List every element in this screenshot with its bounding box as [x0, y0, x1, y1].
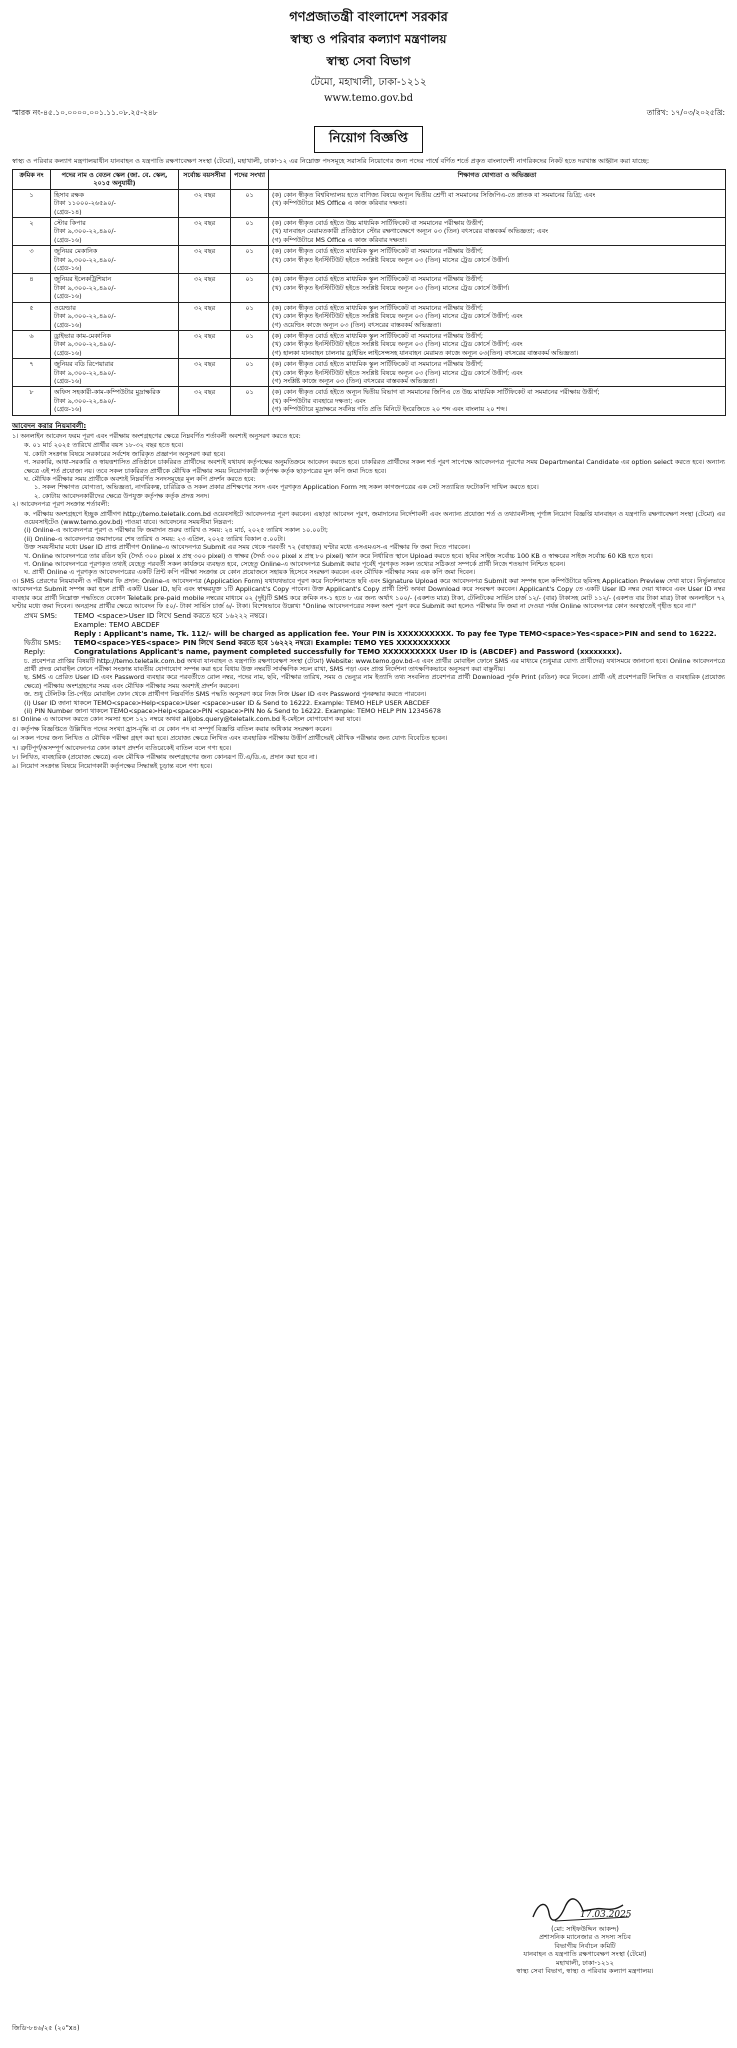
notice-title-box [0, 126, 737, 153]
qualification-line: (গ) ওয়েল্ডিং কাজে অন্যূন ০৩ (তিন) বৎসরের বাস্তবকর্ম অভিজ্ঞতা। [272, 320, 442, 329]
qualification-line: (ক) কোন স্বীকৃত বোর্ড হইতে মাধ্যমিক স্কুল সার্টিফিকেট বা সমমানের পরীক্ষায় উত্তীর্ণ; [272, 360, 484, 369]
rule-item: গ. সরকারি, আধা-সরকারি ও স্বায়ত্তশাসিত প্রতিষ্ঠানে চাকরিরত প্রার্থীদের অবশ্যই যথাযথ কর্তৃপক্ষের অনুমতিক্রমে আবেদন করতে হবে। চাকরিরত প্রার্থীদের সকল শর্ত পূরণ সাপেক্ষে আবেদনপত্র পূরণের সময় Departmental Candidate এর option select করতে হবে। অন্যান্য ক্ষেত্রে এই শর্ত প্রযোজ্য নয়। তবে সকল চাকরিরত প্রার্থীকে মৌখিক পরীক্ষার সময় নিয়োগকারী কর্তৃপক্ষ কর্তৃক ছাড়পত্রের মূল কপি জমা দিতে হবে। [24, 458, 725, 475]
qualification-line: (গ) সংশ্লিষ্ট কাজে অন্যূন ০৩ (তিন) বৎসরের বাস্তবকর্ম অভিজ্ঞতা। [272, 376, 438, 385]
rule-item: ঘ. মৌখিক পরীক্ষার সময় প্রার্থীকে অবশ্যই নিম্নবর্ণিত সনদসমূহের মূল কপি প্রদর্শন করতে হবে: [24, 475, 256, 483]
signature-date: 17.03.2025 [580, 1910, 632, 1920]
row-age [179, 302, 231, 330]
row-post [51, 246, 179, 274]
reference-line [12, 108, 725, 120]
col-serial: ক্রমিক নং [13, 170, 51, 190]
qualification-line: (খ) কোন স্বীকৃত ইনস্টিটিউট হইতে সংশ্লিষ্ট বিষয়ে অন্যূন ০৩ (তিন) মাসের ট্রেড কোর্সে উত্তীর্ণ। [272, 255, 510, 264]
row-post [51, 330, 179, 358]
post-name: জুনিয়র বডি রিপেয়ারার [54, 360, 114, 369]
pay-scale: টাকা ৯,৩০০-২২,৪৯০/- [54, 227, 116, 236]
intro-paragraph: স্বাস্থ্য ও পরিবার কল্যাণ মন্ত্রণালয়াধীন যানবাহন ও যন্ত্রপাতি রক্ষণাবেক্ষণ সংস্থা (টেমো), মহাখালী, ঢাকা-১২ এর নিম্নোক্ত পদসমূহে সরাসরি নিয়োগের জন্য পদের পার্শ্বে বর্ণিত শর্তে প্রকৃত বাংলাদেশী নাগরিকদের নিকট হতে দরখাস্ত আহ্বান করা যাচ্ছে: [12, 157, 650, 165]
row-count [231, 302, 269, 330]
sms-second [24, 639, 725, 648]
post-count: ০১ [245, 275, 254, 284]
row-age [179, 218, 231, 246]
row-post [51, 359, 179, 387]
qualification-line: (ক) কোন স্বীকৃত বোর্ড হইতে মাধ্যমিক স্কুল সার্টিফিকেট বা সমমানের পরীক্ষায় উত্তীর্ণ; [272, 303, 484, 312]
qualification-line: (গ) হালকা যানবাহন চালনার ড্রাইভিং লাইসেন্সসহ যানবাহন মেরামত কাজে অন্যূন ০৩(তিন) বৎসরের বাস্তবকর্ম অভিজ্ঞতা। [272, 348, 579, 357]
table-row [13, 274, 726, 302]
row-count [231, 246, 269, 274]
row-age [179, 359, 231, 387]
sms-first-line: TEMO <space>User ID লিখে Send করতে হবে ১৬২২২ নম্বরে। [74, 611, 268, 620]
row-age [179, 387, 231, 415]
row-qualification [269, 218, 726, 246]
pay-scale: টাকা ৯,৩০০-২২,৪৯০/- [54, 312, 116, 321]
rule-item: ৬। সকল পদের জন্য লিখিত ও মৌখিক পরীক্ষা গ্রহণ করা হবে। প্রযোজ্য ক্ষেত্রে লিখিত এবং ব্যবহারিক পরীক্ষায় উত্তীর্ণ প্রার্থীদেরই মৌখিক পরীক্ষার জন্য যোগ্য বিবেচিত হবেন। [12, 734, 448, 743]
rule-item: ৩। SMS প্রেরণের নিয়মাবলী ও পরীক্ষার ফি প্রদান: Online-এ আবেদনপত্র (Application Form) যথাযথভাবে পূরণ করে নির্দেশনামতে ছবি এবং Signature Upload করে আবেদনপত্র Submit করা সম্পন্ন হলে কম্পিউটারে ছবিসহ Application Preview দেখা যাবে। নির্ভুলভাবে আবেদনপত্র Submit সম্পন্ন করা হলে প্রার্থী একটি User ID, ছবি এবং স্বাক্ষরযুক্ত ১টি Applicant's Copy পাবেন। উক্ত Applicant's Copy প্রার্থী প্রিন্ট অথবা Download করে সংরক্ষণ করবেন। Applicant's Copy তে একটি User ID নম্বর দেয়া থাকবে এবং User ID নম্বর ব্যবহার করে প্রার্থী নিম্নোক্ত পদ্ধতিতে যেকোন Teletalk pre-paid mobile নম্বরের মাধ্যমে ০২ (দুই)টি SMS করে ক্রমিক নং-১ হতে ৮ এর জন্য অর্থাৎ ১০০/- (একশত মাত্র) টাকা, টেলিটকের সার্ভিস চার্জ ১২/- (বার) টাকাসহ মোট ১১২/- (একশত বার টাকা মাত্র) টাকা অনলাইনে ৭২ ঘণ্টার মধ্যে জমা দিবেন। অনগ্রসর প্রার্থীর ক্ষেত্রে আবেদন ফি ৫০/- টাকা সার্ভিস চার্জ ৬/- টাকা। বিশেষভাবে উল্লেখ্য "Online আবেদনপত্রের সকল অংশ পূরণ করে Submit করা হলেও পরীক্ষার ফি জমা না দেওয়া পর্যন্ত Online আবেদনপত্র কোন অবস্থাতেই গৃহীত হবে না।" [12, 576, 725, 611]
row-serial [13, 274, 51, 302]
rule-item: ৪। Online এ আবেদন করতে কোন সমস্যা হলে ১২১ নম্বরে অথবা alljobs.query@teletalk.com.bd ই-মেইলে যোগাযোগ করা যাবে। [12, 715, 361, 724]
sms-reply [24, 648, 725, 657]
qualification-line: (খ) কোন স্বীকৃত ইনস্টিটিউট হইতে সংশ্লিষ্ট বিষয়ে অন্যূন ০৩ (তিন) মাসের ট্রেড কোর্সে উত্তীর্ণ; এবং [272, 368, 523, 377]
age-limit: ৩২ বছর [193, 190, 216, 199]
row-count [231, 218, 269, 246]
post-name: হিসাব রক্ষক [54, 190, 85, 199]
row-qualification [269, 387, 726, 415]
qualification-line: (ক) কোন স্বীকৃত বোর্ড হইতে মাধ্যমিক স্কুল সার্টিফিকেট বা সমমানের পরীক্ষায় উত্তীর্ণ; [272, 247, 484, 256]
age-limit: ৩২ বছর [193, 331, 216, 340]
row-post [51, 189, 179, 217]
pay-grade: (গ্রেড-১৬) [54, 348, 82, 357]
memo-number: স্মারক নং-৪৫.১০.০০০০.০০১.১১.০৮.২৫-২৪৮ [12, 108, 158, 117]
serial-text: ৮ [29, 388, 34, 397]
table-row [13, 218, 726, 246]
rule-item: গ. Online আবেদনপত্রে পূরণকৃত তথ্যই যেহেতু পরবর্তী সকল কার্যক্রমে ব্যবহৃত হবে, সেহেতু Online-এ আবেদনপত্র Submit করার পূর্বেই পূরণকৃত সকল তথ্যের সঠিকতা সম্পর্কে প্রার্থী নিজে শতভাগ নিশ্চিত হবেন। [24, 560, 566, 569]
qualification-line: (খ) যানবাহন মেরামতকারী প্রতিষ্ঠানে স্টোর রক্ষণাবেক্ষণে অন্যূন ০৩ (তিন) বৎসরের বাস্তবকর্ম অভিজ্ঞতা; এবং [272, 227, 549, 236]
rule-item: ১। অনলাইন আবেদন ফরম পূরণ এবং পরীক্ষায় অংশগ্রহণের ক্ষেত্রে নিম্নবর্ণিত শর্তাবলী অবশ্যই অনুসরণ করতে হবে: [12, 431, 301, 440]
table-header-row [13, 170, 726, 190]
sms-second-label: দ্বিতীয় SMS: [24, 638, 62, 647]
post-name: ওয়েল্ডার [54, 303, 76, 312]
table-row [13, 189, 726, 217]
age-limit: ৩২ বছর [193, 388, 216, 397]
row-qualification [269, 302, 726, 330]
col-count: পদের সংখ্যা [231, 170, 269, 190]
row-serial [13, 387, 51, 415]
signatory-desig-4: মহাখালী, ঢাকা-১২১২ [556, 1958, 614, 1967]
ministry-name: স্বাস্থ্য ও পরিবার কল্যাণ মন্ত্রণালয় [290, 32, 447, 46]
row-age [179, 330, 231, 358]
age-limit: ৩২ বছর [193, 219, 216, 228]
website-link[interactable]: www.temo.gov.bd [324, 93, 413, 104]
sms-second-line: TEMO<space>YES<space> PIN লিখে Send করতে হবে ১৬২২২ নম্বরে। Example: TEMO YES XXXXXXXXXX [74, 638, 451, 647]
pay-grade: (গ্রেড-১৬) [54, 320, 82, 329]
qualification-line: (ক) কোন স্বীকৃত বোর্ড হইতে উচ্চ মাধ্যমিক সার্টিফিকেট বা সমমানের পরীক্ষায় উত্তীর্ণ; [272, 219, 484, 228]
row-post [51, 387, 179, 415]
sms-reply-label: Reply: [24, 647, 46, 656]
post-name: জুনিয়র ইলেকট্রিশিয়ান [54, 275, 112, 284]
row-count [231, 387, 269, 415]
signature-image [460, 1895, 710, 1925]
signatory-desig-1: প্রশাসনিক ম্যানেজার ও সদস্য সচিব [539, 1933, 631, 1942]
rule-item: চ. প্রবেশপত্র প্রাপ্তির বিষয়টি http://temo.teletalk.com.bd অথবা যানবাহন ও যন্ত্রপাতি রক্ষণাবেক্ষণ সংস্থা (টেমো) Website: www.temo.gov.bd-এ এবং প্রার্থীর মোবাইল ফোনে SMS এর মাধ্যমে (শুধুমাত্র যোগ্য প্রার্থীদের) যথাসময়ে জানানো হবে। Online আবেদনপত্রে প্রার্থী প্রদত্ত মোবাইল ফোনে পরীক্ষা সংক্রান্ত যাবতীয় যোগাযোগ সম্পন্ন করা হবে বিধায় উক্ত নম্বরটি সার্বক্ষণিক সচল রাখা, SMS পড়া এবং প্রাপ্ত নির্দেশনা তাৎক্ষণিকভাবে অনুসরণ করা বাঞ্ছনীয়। [24, 656, 725, 673]
rule-item: খ. কোটা সংক্রান্ত বিষয়ে সরকারের সর্বশেষ জারিকৃত প্রজ্ঞাপন অনুসরণ করা হবে। [24, 449, 226, 458]
post-count: ০১ [245, 360, 254, 369]
rule-item: উক্ত সময়সীমার মধ্যে User ID প্রাপ্ত প্রার্থীগণ Online-এ আবেদনপত্র Submit এর সময় থেকে পরবর্তী ৭২ (বাহাত্তর) ঘণ্টার মধ্যে এসএমএস-এ পরীক্ষার ফি জমা দিতে পারবেন। [24, 543, 471, 552]
rule-item: ক. ০১ মার্চ ২০২৫ তারিখে প্রার্থীর বয়স ১৮-৩২ বছর হতে হবে। [24, 441, 184, 450]
gd-code: জিডি-৮৪৬/২৫ (২০"x৪) [12, 2024, 80, 2032]
row-age [179, 246, 231, 274]
rule-item: ৯। নিয়োগ সংক্রান্ত বিষয়ে নিয়োগকারী কর্তৃপক্ষের সিদ্ধান্তই চূড়ান্ত বলে গণ্য হবে। [12, 762, 213, 771]
pay-grade: (গ্রেড-১৬) [54, 264, 82, 273]
notice-title: নিয়োগ বিজ্ঞপ্তি [314, 126, 423, 153]
col-post: পদের নাম ও বেতন স্কেল (জা. বে. স্কেল, ২০১৫ অনুযায়ী) [51, 170, 179, 190]
age-limit: ৩২ বছর [193, 303, 216, 312]
row-qualification [269, 359, 726, 387]
table-row [13, 330, 726, 358]
rule-item: খ. Online আবেদনপত্রে তার রঙিন ছবি (দৈর্ঘ্য ৩০০ pixel x প্রস্থ ৩০০ pixel) ও স্বাক্ষর (দৈর্ঘ্য ৩০০ pixel x প্রস্থ ৮০ pixel) স্ক্যান করে নির্ধারিত স্থানে Upload করতে হবে। ছবির সাইজ সর্বোচ্চ 100 KB ও স্বাক্ষরের সাইজ সর্বোচ্চ 60 KB হতে হবে। [24, 551, 653, 560]
row-qualification [269, 246, 726, 274]
serial-text: ৫ [29, 303, 34, 312]
qualification-line: (গ) কম্পিউটারে মুদ্রাক্ষরে সর্বনিম্ন গতি প্রতি মিনিটে ইংরেজিতে ২০ শব্দ এবং বাংলায় ২০ শব্দ। [272, 405, 508, 414]
post-count: ০১ [245, 303, 254, 312]
row-count [231, 274, 269, 302]
application-rules [12, 422, 725, 771]
table-row [13, 387, 726, 415]
rule-item: জ. শুধু টেলিটক প্রি-পেইড মোবাইল ফোন থেকে প্রার্থীগণ নিম্নবর্ণিত SMS পদ্ধতি অনুসরণ করে নিজ নিজ User ID এবং Password পুনরুদ্ধার করতে পারবেন। [24, 690, 427, 699]
post-count: ০১ [245, 247, 254, 256]
row-serial [13, 359, 51, 387]
post-name: ড্রাইভার কাম-মেকানিক [54, 331, 111, 340]
table-row [13, 302, 726, 330]
qualification-line: (ক) কোন স্বীকৃত বিশ্ববিদ্যালয় হতে বাণিজ্য বিষয়ে অন্যূন দ্বিতীয় শ্রেণী বা সমমানের সিজিপিএ-তে স্নাতক বা সমমানের ডিগ্রি; এবং [272, 190, 596, 199]
qualification-line: (ক) কোন স্বীকৃত বোর্ড হইতে মাধ্যমিক স্কুল সার্টিফিকেট বা সমমানের পরীক্ষায় উত্তীর্ণ; [272, 331, 484, 340]
post-count: ০১ [245, 190, 254, 199]
sms-first-reply: Reply : Applicant's name, Tk. 112/- will be charged as application fee. Your PIN is XXXXXXXXXX. To pay fee Type TEMO<space>Yes<space>PIN and send to 16222. [74, 629, 717, 638]
age-limit: ৩২ বছর [193, 360, 216, 369]
row-count [231, 359, 269, 387]
qualification-line: (খ) কোন স্বীকৃত ইনস্টিটিউট হইতে সংশ্লিষ্ট বিষয়ে অন্যূন ০৩ (তিন) মাসের ট্রেড কোর্সে উত্তীর্ণ; এবং [272, 340, 523, 349]
pay-grade: (গ্রেড-১৬) [54, 376, 82, 385]
row-age [179, 274, 231, 302]
pay-grade: (গ্রেড-১৬) [54, 405, 82, 414]
col-age: সর্বোচ্চ বয়সসীমা [179, 170, 231, 190]
rule-item: (i) User ID জানা থাকলে TEMO<space>Help<space>User <space>user ID & Send to 16222. Example: TEMO HELP USER ABCDEF [24, 698, 430, 707]
row-serial [13, 330, 51, 358]
qualification-line: (ক) কোন স্বীকৃত বোর্ড হইতে মাধ্যমিক স্কুল সার্টিফিকেট বা সমমানের পরীক্ষায় উত্তীর্ণ; [272, 275, 484, 284]
serial-text: ৩ [29, 247, 34, 256]
row-serial [13, 246, 51, 274]
pay-scale: টাকা ৯,৩০০-২২,৪৯০/- [54, 283, 116, 292]
pay-grade: (গ্রেড-১৬) [54, 235, 82, 244]
rule-item: (ii) Online-এ আবেদনপত্র জমাদানের শেষ তারিখ ও সময়: ২৩ এপ্রিল, ২০২৫ তারিখ বিকাল ৫.০০টা। [24, 534, 286, 543]
table-row [13, 246, 726, 274]
rule-item: ছ. SMS এ প্রেরিত User ID এবং Password ব্যবহার করে পরবর্তীতে রোল নম্বর, পদের নাম, ছবি, পরীক্ষার তারিখ, সময় ও ভেন্যুর নাম ইত্যাদি তথ্য সংবলিত প্রবেশপত্র প্রার্থী Download পূর্বক Print (রঙিন) করে নিবেন। প্রার্থী এই প্রবেশপত্রটি লিখিত ও ব্যবহারিক (প্রযোজ্য ক্ষেত্রে) পরীক্ষায় অংশগ্রহণের সময় এবং মৌখিক পরীক্ষার সময় অবশ্যই প্রদর্শন করবেন। [24, 673, 725, 690]
rule-item: ৭। ত্রুটিপূর্ণ/অসম্পূর্ণ আবেদনপত্র কোন কারণ প্রদর্শন ব্যতিরেকেই বাতিল বলে গণ্য হবে। [12, 743, 232, 752]
rule-item: ২। আবেদনপত্র পূরণ সংক্রান্ত শর্তাবলী: [12, 500, 110, 509]
pay-grade: (গ্রেড-১৪) [54, 207, 82, 216]
rule-item: ঘ. প্রার্থী Online এ পূরণকৃত আবেদনপত্রের একটি প্রিন্ট কপি পরীক্ষা সংক্রান্ত যে কোন প্রয়োজনে সহায়ক হিসেবে সংরক্ষণ করবেন এবং মৌখিক পরীক্ষার সময় এক কপি জমা দিবেন। [24, 568, 476, 577]
sms-first-label: প্রথম SMS: [24, 611, 58, 620]
row-post [51, 218, 179, 246]
row-qualification [269, 330, 726, 358]
pay-scale: টাকা ৯,৩০০-২২,৪৯০/- [54, 396, 116, 405]
row-serial [13, 218, 51, 246]
row-qualification [269, 274, 726, 302]
signatory-desig-5: স্বাস্থ্য সেবা বিভাগ, স্বাস্থ্য ও পরিবার কল্যাণ মন্ত্রণালয়। [516, 1967, 654, 1976]
pay-scale: টাকা ১১০০০-২৬৫৯০/- [54, 199, 116, 208]
row-count [231, 189, 269, 217]
sms-first-example: Example: TEMO ABCDEF [74, 620, 160, 629]
pay-grade: (গ্রেড-১৬) [54, 292, 82, 301]
qualification-line: (ক) কোন স্বীকৃত বোর্ড হইতে অন্যূন দ্বিতীয় বিভাগ বা সমমানের জিপিএ তে উচ্চ মাধ্যমিক সার্টিফিকেট বা সমমানের পরীক্ষায় উত্তীর্ণ; [272, 388, 600, 397]
rule-item: ৫। কর্তৃপক্ষ বিজ্ঞপ্তিতে উল্লিখিত পদের সংখ্যা হ্রাস-বৃদ্ধি বা যে কোন পদ বা সম্পূর্ণ বিজ্ঞপ্তি বাতিল করার অধিকার সংরক্ষণ করেন। [12, 724, 332, 733]
qualification-line: (খ) কোন স্বীকৃত ইনস্টিটিউট হইতে সংশ্লিষ্ট বিষয়ে অন্যূন ০৩ (তিন) মাসের ট্রেড কোর্সে উত্তীর্ণ। [272, 283, 510, 292]
signatory-desig-3: যানবাহন ও যন্ত্রপাতি রক্ষণাবেক্ষণ সংস্থা (টেমো) [523, 1950, 647, 1959]
signature-block [460, 1895, 710, 1975]
serial-text: ৬ [29, 331, 34, 340]
signatory-desig-2: বিভাগীয় নির্বাচন কমিটি [554, 1941, 616, 1950]
office-address: টেমো, মহাখালী, ঢাকা-১২১২ [310, 77, 427, 88]
serial-text: ৭ [29, 360, 34, 369]
rule-item: ৮। লিখিত, ব্যবহারিক (প্রযোজ্য ক্ষেত্রে) এবং মৌখিক পরীক্ষায় অংশগ্রহণের জন্য কোনরূপ টি.এ/ডি.এ, প্রদান করা হবে না। [12, 752, 318, 761]
issue-date: তারিখ: ১৭/০৩/২০২৫খ্রি: [646, 108, 725, 117]
post-count: ০১ [245, 388, 254, 397]
division-name: স্বাস্থ্য সেবা বিভাগ [326, 54, 411, 68]
rule-item: (ii) PIN Number জানা থাকলে TEMO<space>Help<space>PIN <space>PIN No & Send to 16222. Example: TEMO HELP PIN 12345678 [24, 706, 441, 715]
rule-item: ১. সকল শিক্ষাগত যোগ্যতা, অভিজ্ঞতা, নাগরিকত্ব, চারিত্রিক ও সকল প্রকার প্রশিক্ষণের সনদ এবং পূরণকৃত Application Form সহ সকল কাগজপত্রের এক সেট সত্যায়িত ফটোকপি দাখিল করতে হবে। [34, 483, 539, 492]
pay-scale: টাকা ৯,৩০০-২২,৪৯০/- [54, 255, 116, 264]
row-serial [13, 302, 51, 330]
serial-text: ১ [29, 190, 34, 199]
row-post [51, 274, 179, 302]
serial-text: ২ [29, 219, 34, 228]
qualification-line: (গ) কম্পিউটারে MS Office এ কাজ করিবার দক্ষতা। [272, 235, 407, 244]
sms-reply-text: Congratulations Applicant's name, payment completed successfully for TEMO XXXXXXXXXX User ID is (ABCDEF) and Password (xxxxxxxx). [74, 647, 622, 656]
pay-scale: টাকা ৯,৩০০-২২,৪৯০/- [54, 340, 116, 349]
post-count: ০১ [245, 219, 254, 228]
table-row [13, 359, 726, 387]
row-serial [13, 189, 51, 217]
row-count [231, 330, 269, 358]
post-name: জুনিয়র মেকানিক [54, 247, 98, 256]
qualification-line: (খ) কোন স্বীকৃত ইনস্টিটিউট হইতে সংশ্লিষ্ট বিষয়ে অন্যূন ০৩ (তিন) মাসের ট্রেড কোর্সে উত্তীর্ণ; এবং [272, 312, 523, 321]
letterhead [0, 8, 737, 104]
col-qualification: শিক্ষাগত যোগ্যতা ও অভিজ্ঞতা [269, 170, 726, 190]
rule-item: ক. পরীক্ষায় অংশগ্রহণে ইচ্ছুক প্রার্থীগণ http://temo.teletalk.com.bd ওয়েবসাইটে আবেদনপত্র পূরণ করবেন। এছাড়া আবেদন পূরণ, জমাদানের নির্দেশাবলী এবং অন্যান্য প্রযোজ্য শর্ত ও তথ্যাবলীসহ পূর্ণাঙ্গ নিয়োগ বিজ্ঞপ্তি যানবাহন ও যন্ত্রপাতি রক্ষণাবেক্ষণ সংস্থা (টেমো) এর ওয়েবসাইটেও (www.temo.gov.bd) পাওয়া যাবে। আবেদনের সময়সীমা নিম্নরূপ: [24, 509, 725, 527]
serial-text: ৪ [29, 275, 34, 284]
row-qualification [269, 189, 726, 217]
pay-scale: টাকা ৯,৩০০-২২,৪৯০/- [54, 368, 116, 377]
qualification-line: (খ) কম্পিউটার ব্যবহারে দক্ষতা; এবং [272, 396, 366, 405]
post-count: ০১ [245, 331, 254, 340]
govt-name: গণপ্রজাতন্ত্রী বাংলাদেশ সরকার [289, 10, 448, 25]
row-age [179, 189, 231, 217]
age-limit: ৩২ বছর [193, 247, 216, 256]
rule-item: (i) Online-এ আবেদনপত্র পূরণ ও পরীক্ষার ফি জমাদান শুরুর তারিখ ও সময়: ২৪ মার্চ, ২০২৫ তারিখ সকাল ১০.০০টা; [24, 526, 329, 535]
posts-table [12, 169, 726, 416]
post-name: অফিস সহকারী-কাম-কম্পিউটার মুদ্রাক্ষরিক [54, 388, 161, 397]
rule-item: ২. কোটায় আবেদনকারীদের ক্ষেত্রে উপযুক্ত কর্তৃপক্ষ কর্তৃক প্রদত্ত সনদ। [34, 491, 210, 500]
signatory-name: (মো: সাইফউদ্দিন আকন্দ) [551, 1925, 619, 1933]
qualification-line: (খ) কম্পিউটারে MS Office এ কাজ করিবার দক্ষতা। [272, 199, 407, 208]
age-limit: ৩২ বছর [193, 275, 216, 284]
sms-first [24, 612, 725, 639]
row-post [51, 302, 179, 330]
sms-instructions [12, 612, 725, 657]
post-name: স্টোর কিপার [54, 219, 86, 228]
rules-heading: আবেদন করার নিয়মাবলী: [12, 420, 87, 430]
